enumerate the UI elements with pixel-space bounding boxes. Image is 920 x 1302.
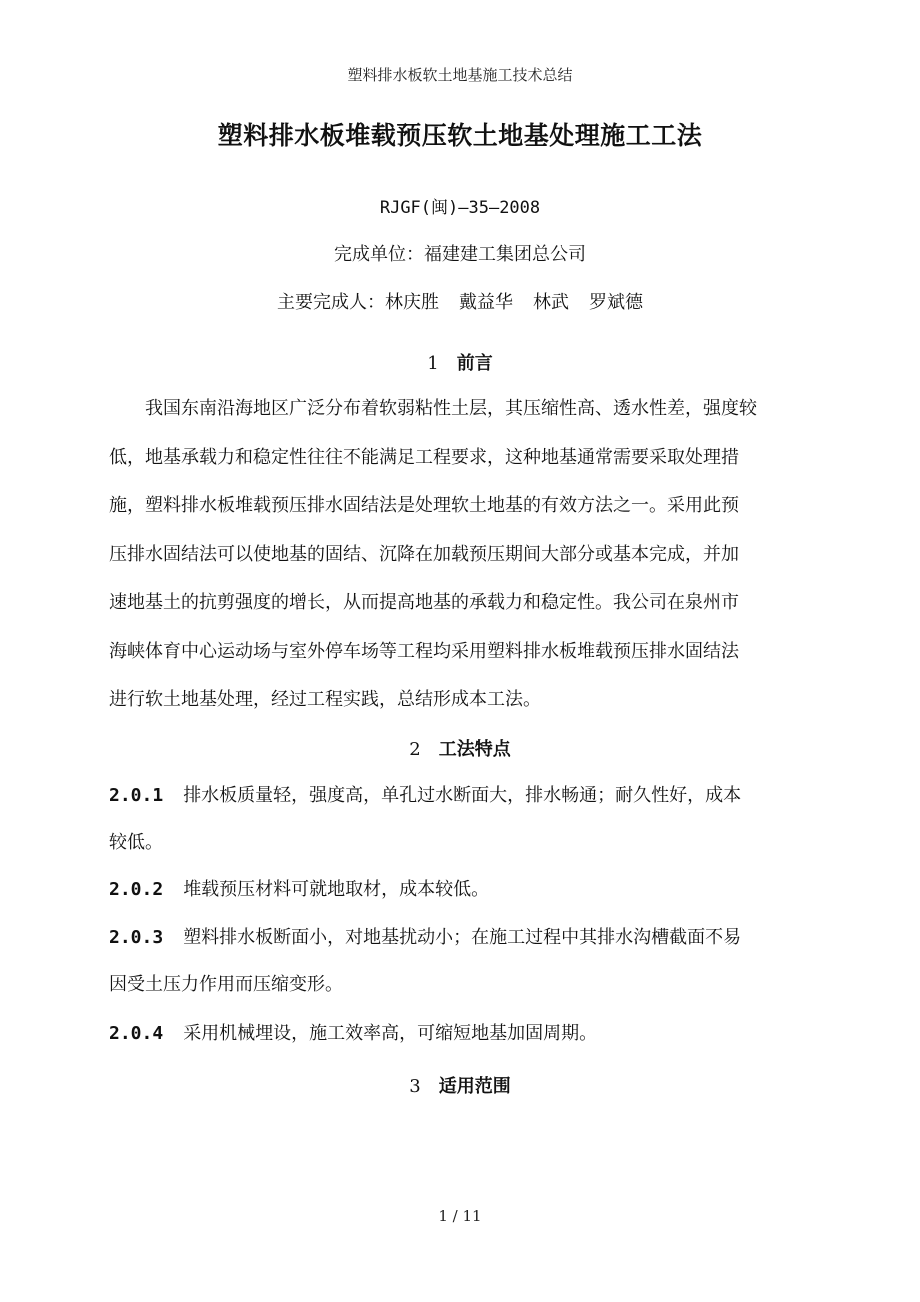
section-number: 3	[409, 1076, 421, 1097]
paragraph-line: 我国东南沿海地区广泛分布着软弱粘性土层，其压缩性高、透水性差，强度较	[145, 398, 757, 419]
preface-paragraph	[109, 385, 821, 725]
standard-code: RJGF(闽)—35—2008	[379, 198, 541, 218]
clause-text: 较低。	[109, 832, 163, 853]
paragraph-line: 压排水固结法可以使地基的固结、沉降在加载预压期间大部分或基本完成，并加	[109, 543, 739, 565]
section-title: 适用范围	[438, 1076, 511, 1097]
clause-text: 因受土压力作用而压缩变形。	[109, 974, 343, 995]
clause-number: 2.0.1	[109, 785, 164, 806]
contributor-label: 主要完成人：林庆胜	[277, 292, 439, 313]
clause-text: 塑料排水板断面小，对地基扰动小；在施工过程中其排水沟槽截面不易	[183, 927, 742, 948]
section-number: 2	[409, 739, 421, 760]
clause-text: 排水板质量轻，强度高，单孔过水断面大，排水畅通；耐久性好，成本	[183, 785, 742, 806]
clause-2-0-2	[109, 866, 821, 913]
main-contributors	[0, 288, 920, 314]
document-title: 塑料排水板堆载预压软土地基处理施工工法	[217, 121, 703, 150]
clause-number: 2.0.4	[109, 1023, 164, 1044]
section-title: 前言	[456, 353, 493, 374]
completion-unit: 完成单位：福建建工集团总公司	[334, 244, 586, 265]
section-heading-preface	[0, 349, 920, 375]
paragraph-line: 海峡体育中心运动场与室外停车场等工程均采用塑料排水板堆载预压排水固结法	[109, 640, 739, 662]
paragraph-line: 低，地基承载力和稳定性往往不能满足工程要求，这种地基通常需要采取处理措	[109, 446, 739, 468]
clause-number: 2.0.2	[109, 879, 164, 900]
clause-2-0-3	[109, 914, 821, 1008]
paragraph-line: 施，塑料排水板堆载预压排水固结法是处理软土地基的有效方法之一。采用此预	[109, 495, 739, 516]
clause-number: 2.0.3	[109, 927, 164, 948]
section-title: 工法特点	[438, 739, 511, 760]
section-heading-features	[0, 735, 920, 761]
clause-2-0-1	[109, 772, 821, 866]
contributor-name: 罗斌德	[589, 292, 643, 313]
clause-text: 采用机械埋设，施工效率高，可缩短地基加固周期。	[183, 1023, 598, 1044]
clause-text: 堆载预压材料可就地取材，成本较低。	[183, 879, 490, 900]
section-heading-scope	[0, 1072, 920, 1098]
running-header: 塑料排水板软土地基施工技术总结	[347, 66, 573, 84]
section-number: 1	[427, 353, 439, 374]
contributor-name: 戴益华	[459, 292, 513, 313]
paragraph-line: 进行软土地基处理，经过工程实践，总结形成本工法。	[109, 689, 541, 710]
contributor-name: 林武	[533, 292, 569, 313]
paragraph-line: 速地基土的抗剪强度的增长，从而提高地基的承载力和稳定性。我公司在泉州市	[109, 592, 739, 613]
clause-2-0-4	[109, 1010, 821, 1057]
page-number: 1 / 11	[438, 1207, 482, 1225]
